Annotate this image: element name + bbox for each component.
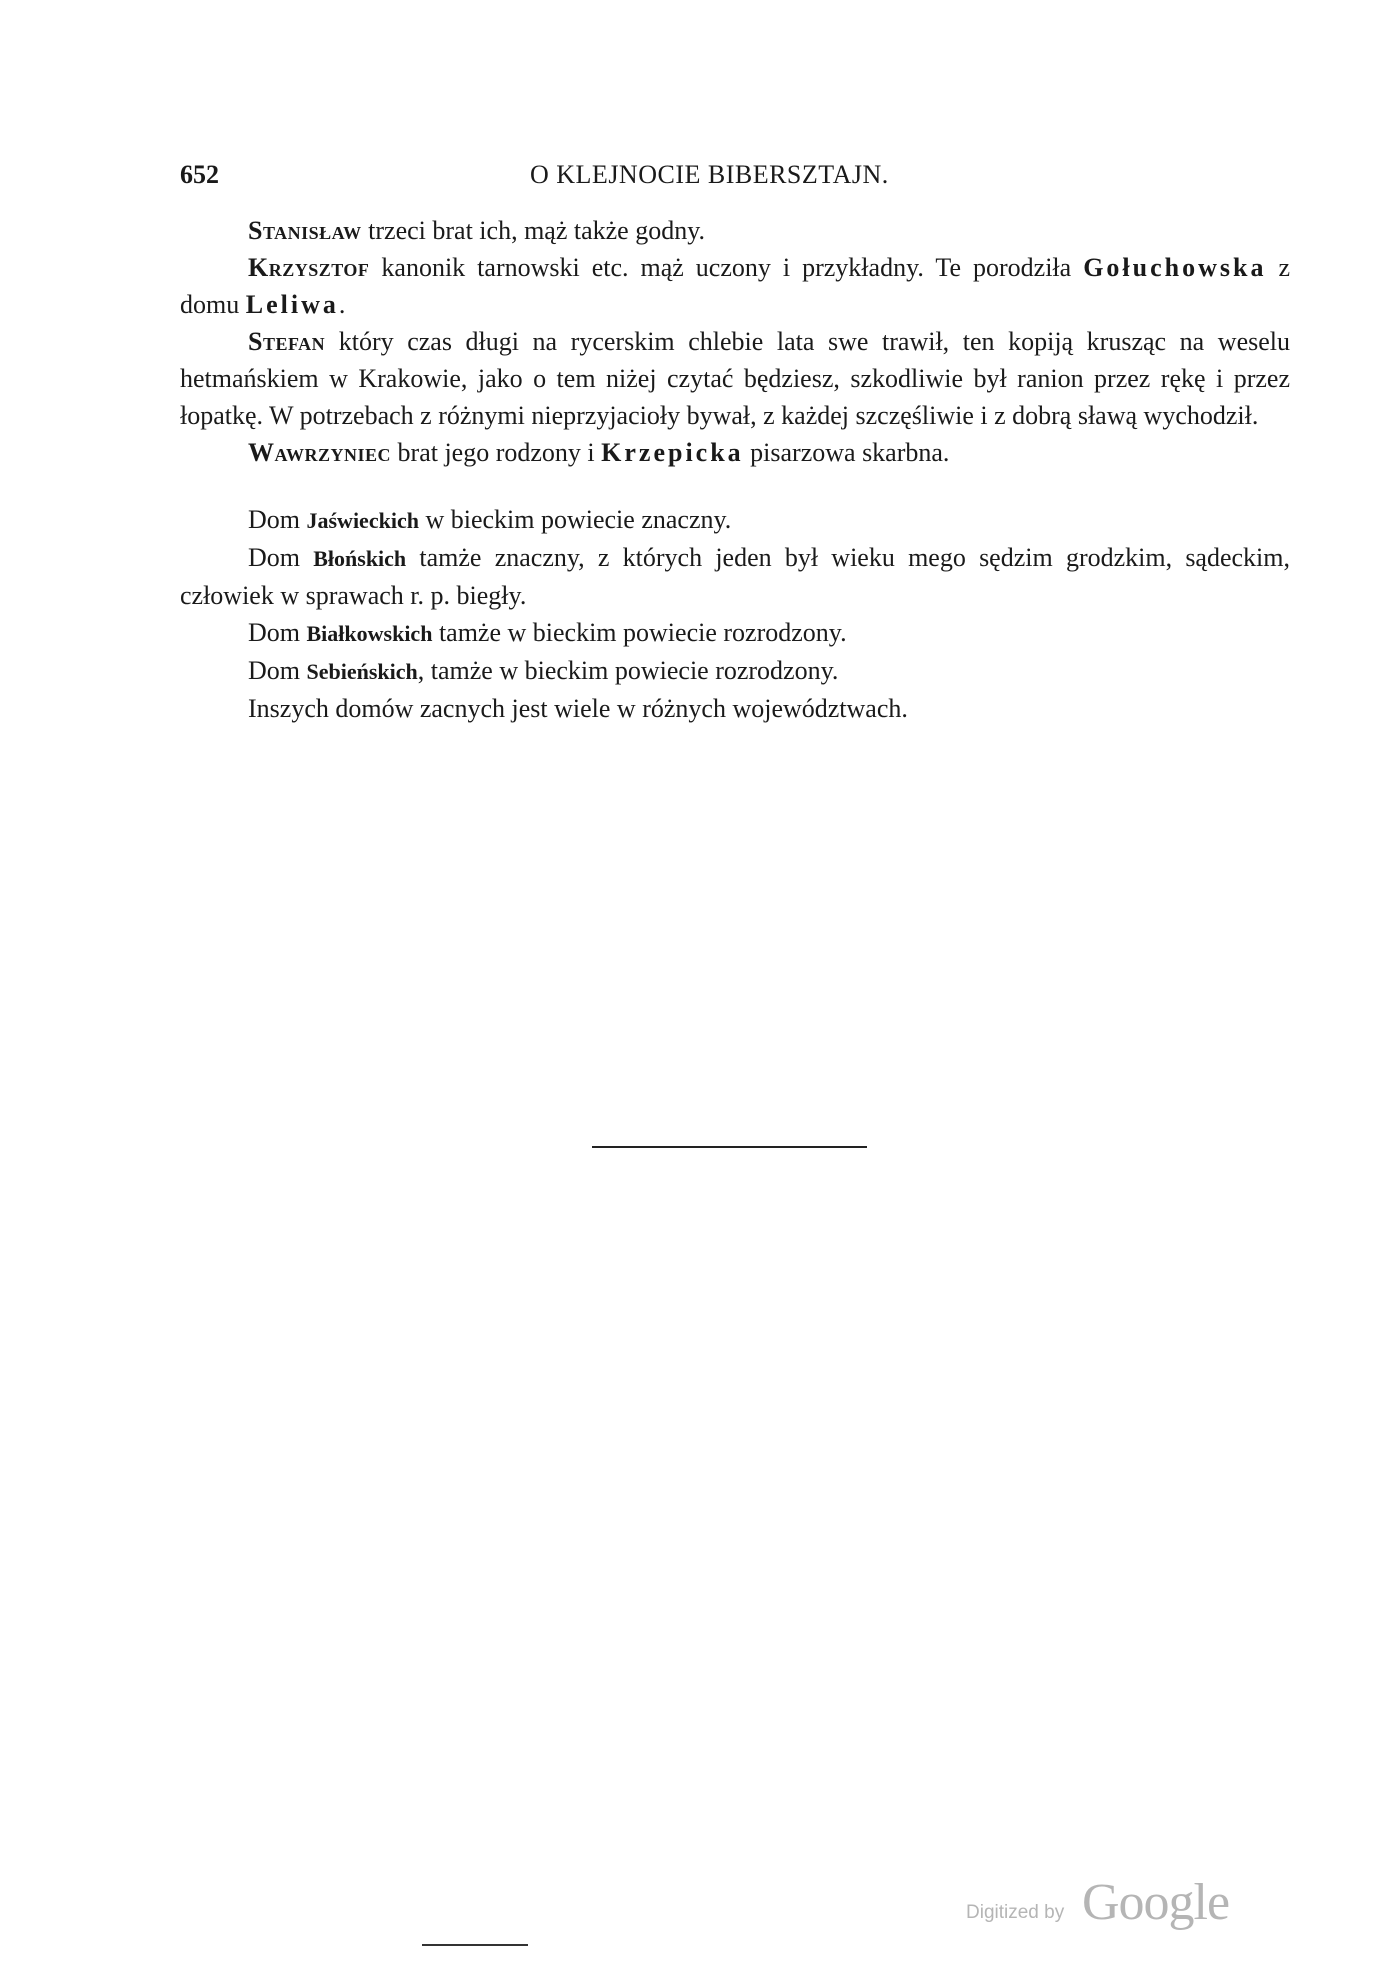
paragraph-text: Dom bbox=[248, 543, 314, 572]
body-text bbox=[180, 212, 1290, 727]
paragraph bbox=[180, 614, 1290, 652]
page-header bbox=[180, 160, 1290, 200]
paragraph-text: z domu bbox=[180, 253, 1291, 319]
paragraph bbox=[180, 212, 1290, 249]
paragraph-sc-text: Krzysztof bbox=[248, 253, 370, 282]
paragraph-sp-text: Leliwa bbox=[245, 290, 339, 319]
paragraph-sp-text: Gołuchowska bbox=[1083, 253, 1267, 282]
paragraph-text: Dom bbox=[248, 505, 307, 534]
paragraph-sc-text: Stefan bbox=[248, 327, 326, 356]
paragraph-surname-text: Błońskich bbox=[313, 546, 407, 571]
watermark-prefix: Digitized by bbox=[966, 1902, 1065, 1923]
paragraph-text: Inszych domów zacnych jest wiele w różnych województwach. bbox=[248, 694, 908, 723]
paragraph-text: w bieckim powiecie znaczny. bbox=[418, 505, 732, 534]
paragraph-sp-text: Krzepicka bbox=[601, 438, 744, 467]
paragraph-text: tamże w bieckim powiecie rozrodzony. bbox=[432, 618, 847, 647]
paragraph-text: trzeci brat ich, mąż także godny. bbox=[361, 216, 706, 245]
google-logo: Google bbox=[1082, 1874, 1230, 1931]
digitization-watermark bbox=[966, 1872, 1266, 1932]
paragraph-surname-text: Sebieńskich bbox=[306, 659, 418, 684]
paragraph-text: kanonik tarnowski etc. mąż uczony i przykładny. Te porodziła bbox=[369, 253, 1084, 282]
paragraph bbox=[180, 249, 1290, 323]
running-title: O KLEJNOCIE BIBERSZTAJN. bbox=[530, 160, 889, 189]
paragraph-text: który czas długi na rycerskim chlebie lata swe trawił, ten kopiją krusząc na weselu hetmańskiem w Krakowie, jako o tem niżej czytać będziesz, szkodliwie był ranion przez rękę i przez łopatkę. W potrzebach z różnymi nieprzyjacioły bywał, z każdej szczęśliwie i z dobrą sławą wychodził. bbox=[180, 327, 1290, 430]
section-divider bbox=[592, 1146, 867, 1148]
paragraph-sc-text: Wawrzyniec bbox=[248, 438, 392, 467]
paragraph-text: Dom bbox=[248, 656, 307, 685]
paragraph-text: tamże znaczny, z których jeden był wieku mego sędzim grodzkim, sądeckim, człowiek w sprawach r. p. biegły. bbox=[180, 543, 1291, 610]
paragraph bbox=[180, 501, 1290, 539]
footer-rule bbox=[422, 1944, 528, 1946]
paragraph-text: , tamże w bieckim powiecie rozrodzony. bbox=[417, 656, 839, 685]
paragraph bbox=[180, 434, 1290, 471]
paragraph bbox=[180, 690, 1290, 727]
paragraph-text: pisarzowa skarbna. bbox=[743, 438, 950, 467]
paragraph-sc-text: Stanisław bbox=[248, 216, 362, 245]
paragraph-text: brat jego rodzony i bbox=[391, 438, 602, 467]
page-number: 652 bbox=[180, 160, 219, 189]
paragraph-surname-text: Jaświeckich bbox=[306, 508, 419, 533]
paragraph bbox=[180, 539, 1290, 614]
paragraph-surname-text: Białkowskich bbox=[306, 621, 433, 646]
paragraph bbox=[180, 323, 1290, 434]
paragraph bbox=[180, 652, 1290, 690]
paragraph-text: Dom bbox=[248, 618, 307, 647]
paragraph-text: . bbox=[338, 290, 346, 319]
